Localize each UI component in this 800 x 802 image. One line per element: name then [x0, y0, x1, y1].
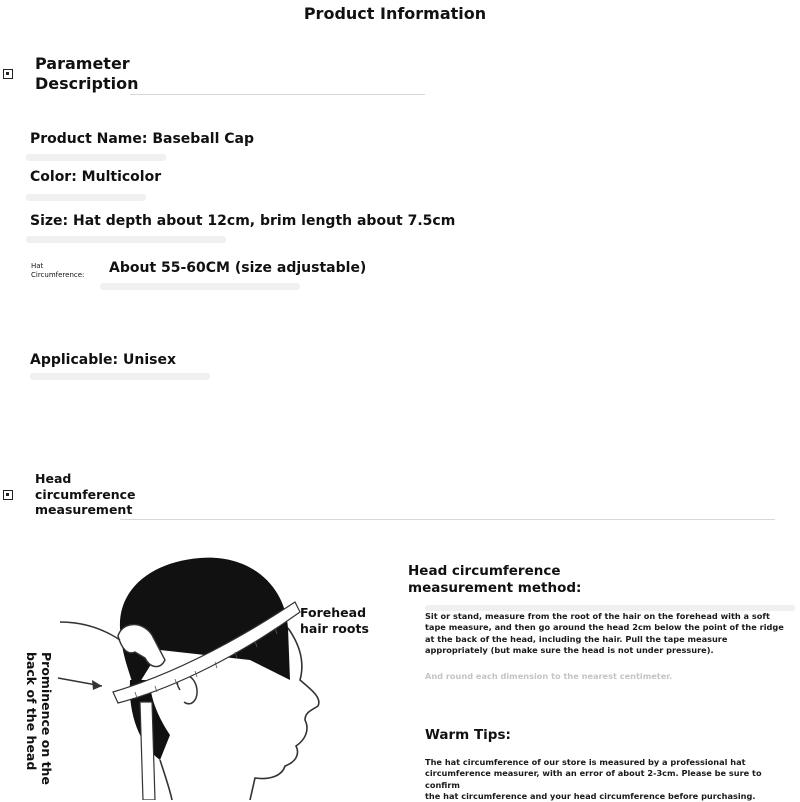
heading-line: circumference [35, 486, 136, 502]
title-line: Head circumference [408, 563, 561, 579]
product-size: Size: Hat depth about 12cm, brim length about 7.5cm [30, 213, 456, 229]
product-applicable: Applicable: Unisex [30, 352, 177, 368]
parameter-section-heading [35, 54, 138, 94]
text-line: at the back of the head, including the hair. Pull the tape measure [425, 633, 728, 644]
text-line: Sit or stand, measure from the root of the hair on the forehead with a soft [425, 611, 770, 621]
heading-line: Description [35, 74, 139, 93]
text-line: appropriately (but make sure the head is not under pressure). [425, 644, 714, 655]
page-title: Product Information [303, 4, 487, 23]
hat-circumference-label [31, 262, 84, 280]
prominence-annotation [14, 652, 54, 792]
annotation-line: Prominence on the [39, 652, 54, 785]
text-line: circumference measurer, with an error of about 2-3cm. Please be sure to confirm [425, 768, 762, 790]
section-marker-icon [3, 69, 13, 79]
product-name: Product Name: Baseball Cap [30, 131, 254, 147]
heading-line: Head [35, 471, 72, 486]
measurement-section-heading [35, 471, 136, 518]
arrow-head [92, 680, 102, 690]
faded-background-text [100, 283, 300, 290]
section-divider [120, 519, 775, 520]
annotation-line: hair roots [300, 621, 369, 636]
warm-tips-text [425, 757, 797, 802]
label-line: Hat [31, 262, 44, 270]
faded-background-text [30, 373, 210, 380]
arm-outline [60, 622, 120, 640]
warm-tips-title: Warm Tips: [425, 727, 511, 743]
text-line: tape measure, and then go around the head 2cm below the point of the ridge [425, 622, 784, 633]
text-line: the hat circumference and your head circumference before purchasing. [425, 790, 756, 801]
method-description [425, 611, 797, 656]
heading-line: measurement [35, 502, 133, 517]
tape-tail [140, 702, 155, 800]
neck-outline [160, 760, 172, 800]
section-marker-icon [3, 490, 13, 500]
label-line: Circumference: [31, 271, 85, 279]
method-note: And round each dimension to the nearest centimeter. [425, 671, 673, 681]
heading-line: Parameter [35, 54, 130, 73]
method-title [408, 563, 581, 597]
faded-background-text [26, 154, 166, 161]
text-line: The hat circumference of our store is measured by a professional hat [425, 757, 746, 767]
faded-background-text [26, 236, 226, 243]
annotation-line: back of the head [24, 652, 39, 771]
annotation-line: Forehead [300, 605, 367, 620]
forehead-annotation [300, 605, 369, 637]
hat-circumference-value: About 55-60CM (size adjustable) [109, 260, 367, 276]
faded-background-text [26, 194, 146, 201]
head-measurement-illustration [0, 540, 400, 800]
product-color: Color: Multicolor [30, 169, 162, 185]
title-line: measurement method: [408, 580, 582, 596]
section-divider [130, 94, 425, 95]
